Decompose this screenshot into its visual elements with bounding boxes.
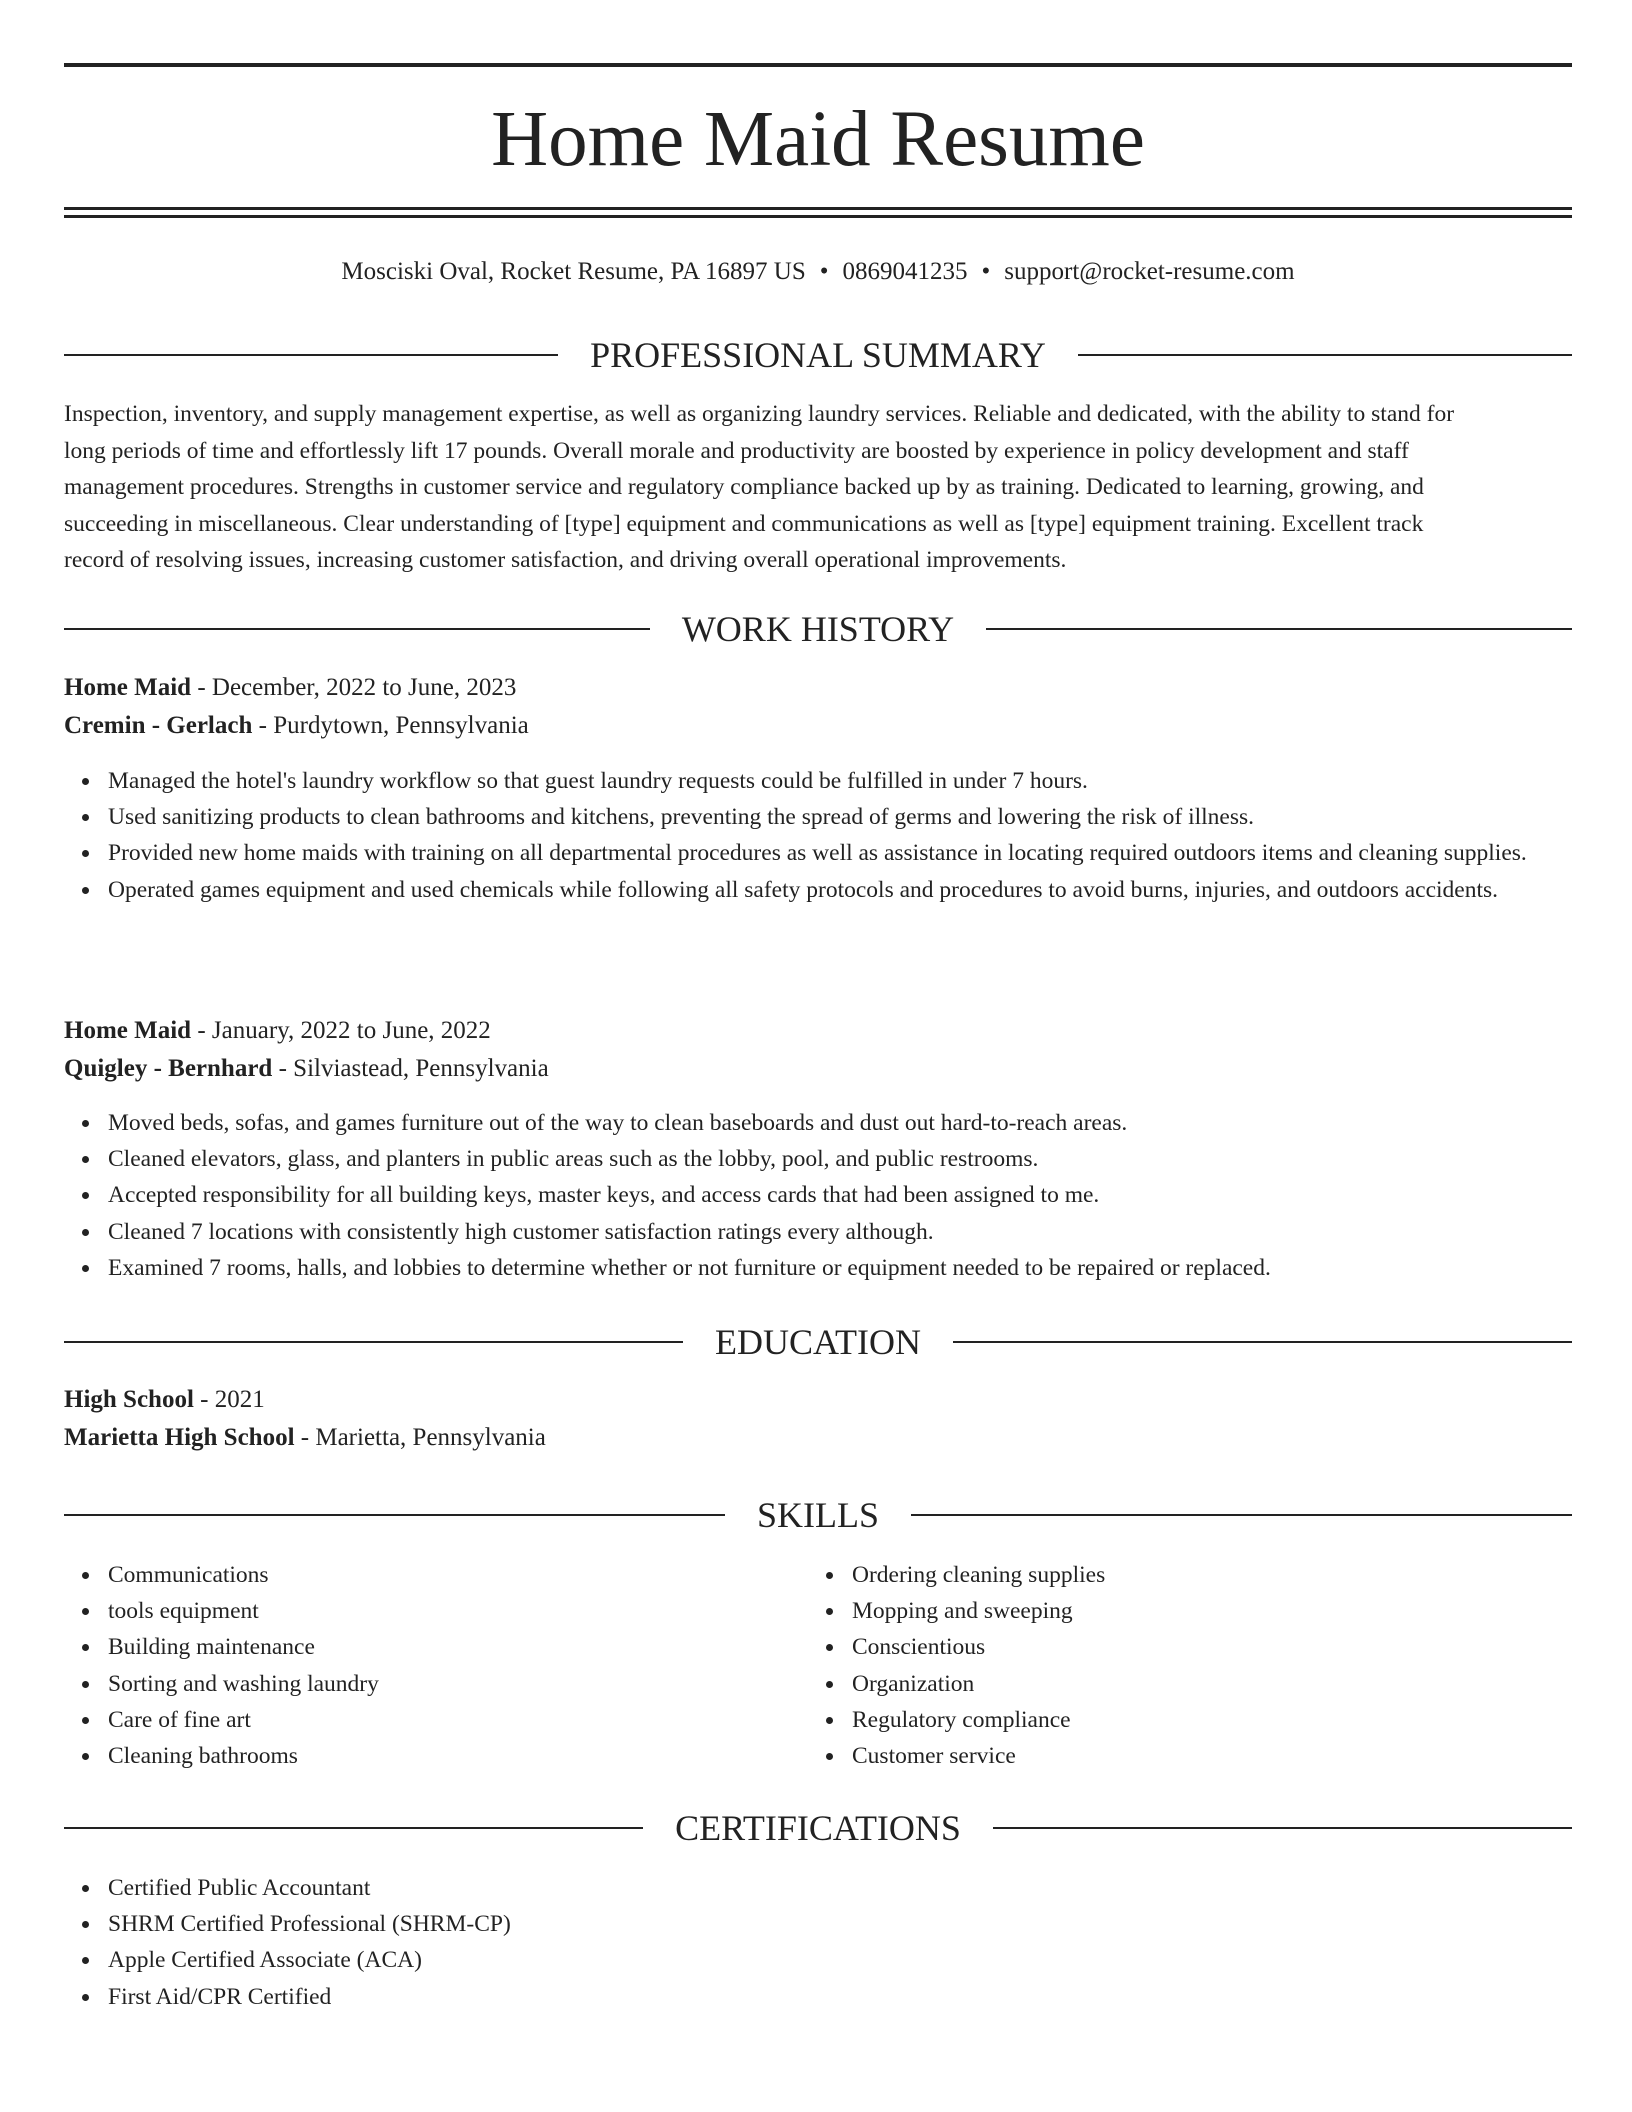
job-title: Home Maid bbox=[64, 1017, 192, 1044]
contact-phone[interactable]: 0869041235 bbox=[842, 258, 968, 285]
heading-rule-right bbox=[953, 1341, 1572, 1343]
job-title: Home Maid bbox=[64, 674, 192, 701]
section-title: CERTIFICATIONS bbox=[675, 1808, 961, 1848]
contact-separator: • bbox=[819, 258, 829, 285]
skills-list-left bbox=[64, 1557, 808, 1774]
education-degree: High School bbox=[64, 1386, 194, 1413]
contact-line bbox=[64, 254, 1572, 290]
skill-item: Conscientious bbox=[852, 1629, 1552, 1665]
section-heading-education bbox=[64, 1320, 1572, 1364]
job-company-line bbox=[64, 1051, 1572, 1087]
list-item: Operated games equipment and used chemicals while following all safety protocols and procedures to avoid burns, injuries, and outdoors accidents. bbox=[108, 872, 1572, 908]
heading-rule-left bbox=[64, 1341, 683, 1343]
section-title: EDUCATION bbox=[715, 1322, 921, 1362]
section-heading-certifications bbox=[64, 1806, 1572, 1850]
job-dates: - December, 2022 to June, 2023 bbox=[191, 674, 517, 701]
contact-email[interactable]: support@rocket-resume.com bbox=[1004, 258, 1295, 285]
skill-item: Communications bbox=[108, 1557, 808, 1593]
skill-item: Customer service bbox=[852, 1738, 1552, 1774]
summary-paragraph bbox=[64, 396, 1572, 579]
certification-item: SHRM Certified Professional (SHRM-CP) bbox=[108, 1906, 1108, 1942]
job-company-line bbox=[64, 708, 1572, 744]
summary-line: succeeding in miscellaneous. Clear understanding of [type] equipment and communications as well as [type] equipment training. Excellent track bbox=[64, 510, 1424, 537]
heading-rule-right bbox=[911, 1514, 1572, 1516]
summary-line: management procedures. Strengths in customer service and regulatory compliance backed up by as training. Dedicated to learning, growing, and bbox=[64, 474, 1424, 500]
section-title: PROFESSIONAL SUMMARY bbox=[590, 335, 1046, 375]
header-double-rule-top bbox=[64, 207, 1572, 210]
section-title: WORK HISTORY bbox=[681, 609, 955, 649]
list-item: Cleaned 7 locations with consistently high customer satisfaction ratings every although. bbox=[108, 1214, 1572, 1250]
heading-rule-right bbox=[1078, 354, 1572, 356]
certification-item: First Aid/CPR Certified bbox=[108, 1979, 1108, 2015]
education-degree-line bbox=[64, 1382, 1572, 1418]
contact-address: Mosciski Oval, Rocket Resume, PA 16897 US bbox=[341, 258, 806, 285]
skill-item: Mopping and sweeping bbox=[852, 1593, 1552, 1629]
certification-item: Apple Certified Associate (ACA) bbox=[108, 1942, 1108, 1978]
section-heading-skills bbox=[64, 1493, 1572, 1537]
skills-list-right bbox=[808, 1557, 1552, 1774]
section-heading-work-history bbox=[64, 607, 1572, 651]
skill-item: Care of fine art bbox=[108, 1702, 808, 1738]
list-item: Used sanitizing products to clean bathrooms and kitchens, preventing the spread of germs and lowering the risk of illness. bbox=[108, 799, 1572, 835]
summary-line: long periods of time and effortlessly lift 17 pounds. Overall morale and productivity are boosted by experience in policy development and staff bbox=[64, 437, 1409, 464]
summary-line: Inspection, inventory, and supply management expertise, as well as organizing laundry services. Reliable and dedicated, with the ability to stand for bbox=[64, 401, 1455, 427]
certification-item: Certified Public Accountant bbox=[108, 1870, 1108, 1906]
list-item: Examined 7 rooms, halls, and lobbies to determine whether or not furniture or equipment needed to be repaired or replaced. bbox=[108, 1250, 1572, 1286]
job-dates: - January, 2022 to June, 2022 bbox=[191, 1017, 491, 1044]
skill-item: Regulatory compliance bbox=[852, 1702, 1552, 1738]
header-double-rule-bottom bbox=[64, 215, 1572, 218]
resume-title: Home Maid Resume bbox=[491, 96, 1145, 183]
section-heading-summary bbox=[64, 333, 1572, 377]
summary-line: record of resolving issues, increasing customer satisfaction, and driving overall operational improvements. bbox=[64, 547, 1067, 573]
heading-rule-right bbox=[993, 1827, 1572, 1829]
heading-rule-left bbox=[64, 1827, 643, 1829]
list-item: Managed the hotel's laundry workflow so that guest laundry requests could be fulfilled in under 7 hours. bbox=[108, 763, 1572, 799]
job-location: - Silviastead, Pennsylvania bbox=[272, 1055, 549, 1082]
header-top-rule bbox=[64, 63, 1572, 67]
job-duties-list bbox=[64, 763, 1572, 908]
job-duties-list bbox=[64, 1105, 1572, 1286]
job-location: - Purdytown, Pennsylvania bbox=[252, 712, 529, 739]
skill-item: Organization bbox=[852, 1666, 1552, 1702]
heading-rule-left bbox=[64, 1514, 725, 1516]
job-title-line bbox=[64, 670, 1572, 706]
skill-item: Sorting and washing laundry bbox=[108, 1666, 808, 1702]
job-company: Cremin - Gerlach bbox=[64, 712, 253, 739]
list-item: Accepted responsibility for all building keys, master keys, and access cards that had been assigned to me. bbox=[108, 1177, 1572, 1213]
education-location: - Marietta, Pennsylvania bbox=[294, 1424, 546, 1451]
certifications-list bbox=[64, 1870, 1108, 2015]
skill-item: Ordering cleaning supplies bbox=[852, 1557, 1552, 1593]
list-item: Moved beds, sofas, and games furniture out of the way to clean baseboards and dust out hard-to-reach areas. bbox=[108, 1105, 1572, 1141]
heading-rule-left bbox=[64, 628, 650, 630]
section-title: SKILLS bbox=[757, 1495, 880, 1535]
heading-rule-left bbox=[64, 354, 558, 356]
list-item: Cleaned elevators, glass, and planters in public areas such as the lobby, pool, and public restrooms. bbox=[108, 1141, 1572, 1177]
job-title-line bbox=[64, 1013, 1572, 1049]
education-school-line bbox=[64, 1420, 1572, 1456]
heading-rule-right bbox=[986, 628, 1572, 630]
skill-item: Building maintenance bbox=[108, 1629, 808, 1665]
skill-item: tools equipment bbox=[108, 1593, 808, 1629]
list-item: Provided new home maids with training on all departmental procedures as well as assistance in locating required outdoors items and cleaning supplies. bbox=[108, 835, 1572, 871]
job-company: Quigley - Bernhard bbox=[64, 1055, 273, 1082]
contact-separator: • bbox=[981, 258, 991, 285]
education-year: - 2021 bbox=[193, 1386, 265, 1413]
education-school: Marietta High School bbox=[64, 1424, 295, 1451]
skill-item: Cleaning bathrooms bbox=[108, 1738, 808, 1774]
